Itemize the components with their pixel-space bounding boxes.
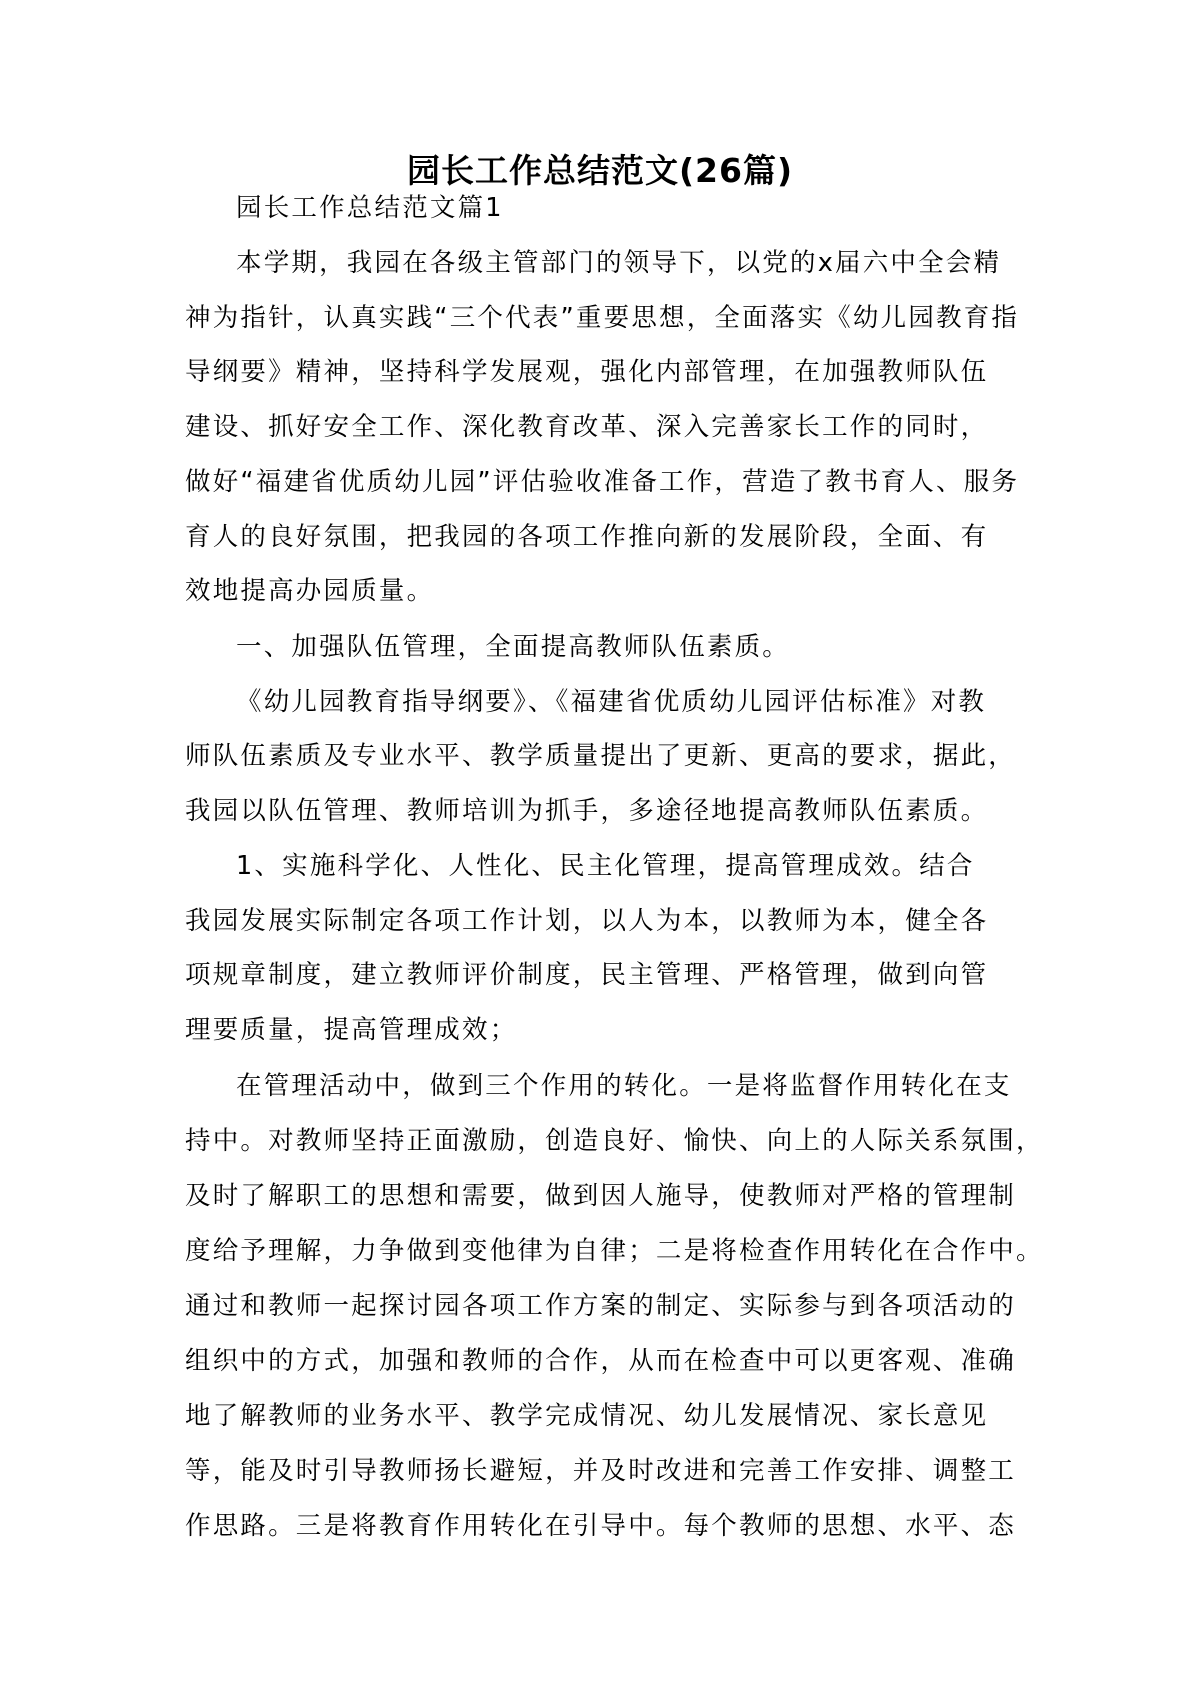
paragraph-line: 1、实施科学化、人性化、民主化管理，提高管理成效。结合 xyxy=(236,851,975,881)
paragraph-line: 等，能及时引导教师扬长避短，并及时改进和完善工作安排、调整工 xyxy=(185,1456,1017,1486)
paragraph-line: 及时了解职工的思想和需要，做到因人施导，使教师对严格的管理制 xyxy=(185,1181,1017,1211)
paragraph-line: 组织中的方式，加强和教师的合作，从而在检查中可以更客观、准确 xyxy=(185,1346,1017,1376)
paragraph-line: 度给予理解，力争做到变他律为自律；二是将检查作用转化在合作中。 xyxy=(185,1236,1044,1266)
paragraph-line: 地了解教师的业务水平、教学完成情况、幼儿发展情况、家长意见 xyxy=(185,1401,989,1431)
paragraph-line: 通过和教师一起探讨园各项工作方案的制定、实际参与到各项活动的 xyxy=(185,1291,1017,1321)
paragraph-line: 导纲要》精神，坚持科学发展观，强化内部管理，在加强教师队伍 xyxy=(185,357,989,387)
paragraph-line: 本学期，我园在各级主管部门的领导下，以党的x届六中全会精 xyxy=(236,248,1002,278)
section-heading: 一、加强队伍管理，全面提高教师队伍素质。 xyxy=(236,632,791,662)
paragraph-line: 作思路。三是将教育作用转化在引导中。每个教师的思想、水平、态 xyxy=(185,1511,1017,1541)
paragraph-line: 建设、抓好安全工作、深化教育改革、深入完善家长工作的同时， xyxy=(185,412,989,442)
paragraph-line: 项规章制度，建立教师评价制度，民主管理、严格管理，做到向管 xyxy=(185,960,989,990)
paragraph-line: 神为指针，认真实践“三个代表”重要思想，全面落实《幼儿园教育指 xyxy=(185,303,1020,333)
section-heading-1: 园长工作总结范文篇1 xyxy=(236,193,504,223)
paragraph-line: 效地提高办园质量。 xyxy=(185,576,435,606)
paragraph-line: 育人的良好氛围，把我园的各项工作推向新的发展阶段，全面、有 xyxy=(185,522,989,552)
paragraph-line: 我园发展实际制定各项工作计划，以人为本，以教师为本，健全各 xyxy=(185,906,989,936)
paragraph-line: 师队伍素质及专业水平、教学质量提出了更新、更高的要求，据此， xyxy=(185,741,1017,771)
paragraph-line: 做好“福建省优质幼儿园”评估验收准备工作，营造了教书育人、服务 xyxy=(185,467,1020,497)
paragraph-line: 理要质量，提高管理成效； xyxy=(185,1015,518,1045)
paragraph-line: 在管理活动中，做到三个作用的转化。一是将监督作用转化在支 xyxy=(236,1071,1012,1101)
paragraph-line: 《幼儿园教育指导纲要》、《福建省优质幼儿园评估标准》对教 xyxy=(236,687,987,717)
paragraph-line: 我园以队伍管理、教师培训为抓手，多途径地提高教师队伍素质。 xyxy=(185,796,989,826)
paragraph-line: 持中。对教师坚持正面激励，创造良好、愉快、向上的人际关系氛围， xyxy=(185,1126,1044,1156)
document-title: 园长工作总结范文(26篇) xyxy=(406,151,794,190)
